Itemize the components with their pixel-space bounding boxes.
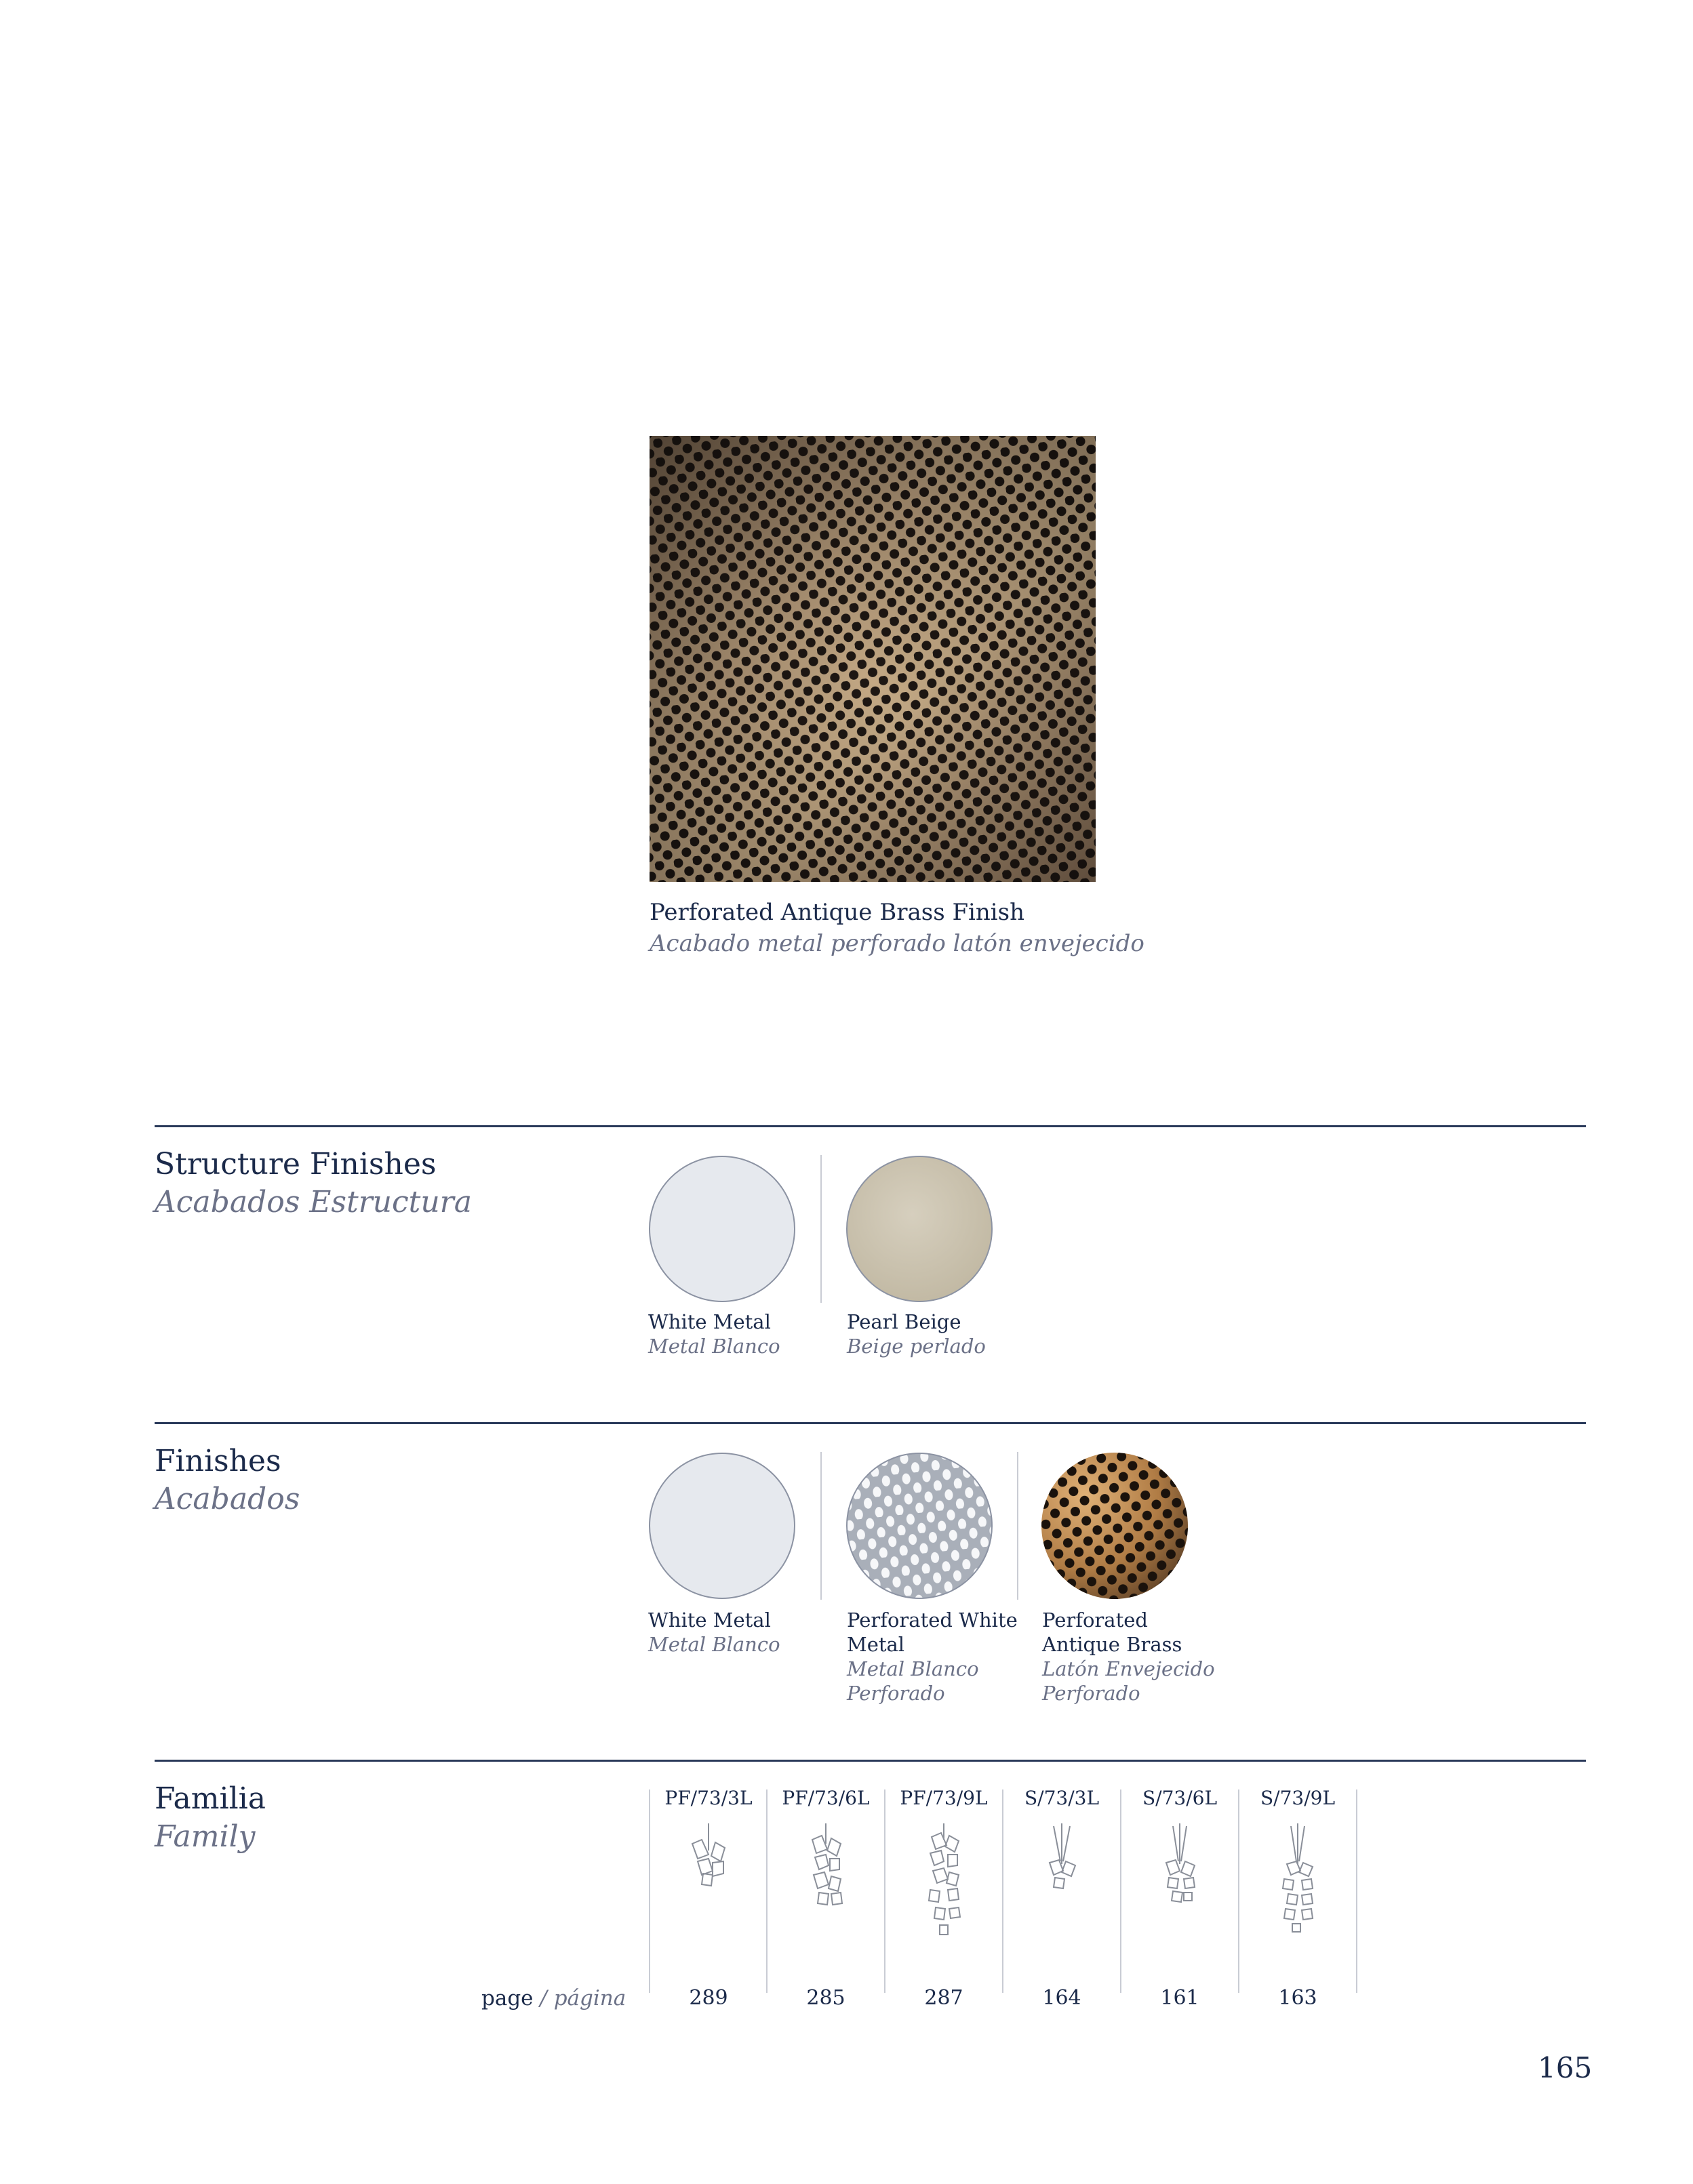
white-metal-label [648, 1310, 780, 1358]
label-en-line1: Perforated [1042, 1609, 1148, 1632]
finishes-subtitle: Acabados [155, 1482, 300, 1516]
white-metal-swatch[interactable] [648, 1155, 796, 1303]
label-es-line1: Metal Blanco [847, 1657, 979, 1680]
lamp-thumbnail[interactable] [885, 1823, 1002, 1959]
family-title: Familia [155, 1781, 266, 1816]
label-es: Metal Blanco [648, 1335, 780, 1358]
lamp-thumbnail[interactable] [1121, 1823, 1238, 1959]
structure-finishes-subtitle: Acabados Estructura [155, 1185, 472, 1219]
label-es: Metal Blanco [648, 1633, 780, 1656]
page-number: 165 [1538, 2051, 1593, 2084]
label-es-line2: Perforado [1042, 1682, 1140, 1705]
structure-finishes-title: Structure Finishes [155, 1147, 437, 1181]
pearl-beige-swatch[interactable] [845, 1155, 993, 1303]
page-label-es: página [553, 1986, 626, 2010]
perforated-antique-brass-swatch[interactable] [1041, 1452, 1189, 1600]
lamp-thumbnail[interactable] [1239, 1823, 1356, 1959]
section-divider [155, 1760, 1586, 1762]
family-subtitle: Family [155, 1819, 256, 1854]
label-en-line2: Metal [847, 1633, 905, 1656]
table-column-separator [1356, 1789, 1357, 1993]
swatch-separator [820, 1452, 822, 1600]
lamp-thumbnail[interactable] [768, 1823, 884, 1959]
model-page-number[interactable]: 285 [806, 1986, 845, 2010]
model-code[interactable]: PF/73/6L [782, 1787, 870, 1809]
model-code[interactable]: S/73/3L [1024, 1787, 1100, 1809]
model-page-number[interactable]: 287 [924, 1986, 963, 2010]
perforated-white-metal-swatch[interactable] [845, 1452, 993, 1600]
model-code[interactable]: S/73/6L [1142, 1787, 1218, 1809]
label-en-line2: Antique Brass [1042, 1633, 1182, 1656]
pearl-beige-label [847, 1310, 986, 1358]
perforated-brass-photo [650, 436, 1096, 882]
label-es: Beige perlado [847, 1335, 986, 1358]
section-divider [155, 1125, 1586, 1127]
label-en: Pearl Beige [847, 1310, 961, 1333]
hero-caption-en: Perforated Antique Brass Finish [650, 899, 1025, 926]
swatch-separator [820, 1155, 822, 1303]
lamp-thumbnail[interactable] [650, 1823, 767, 1959]
label-es-line2: Perforado [847, 1682, 945, 1705]
hero-caption-es: Acabado metal perforado latón envejecido [650, 930, 1144, 957]
section-divider [155, 1422, 1586, 1424]
model-code[interactable]: PF/73/3L [664, 1787, 753, 1809]
model-page-number[interactable]: 161 [1160, 1986, 1199, 2010]
white-metal-label [648, 1608, 780, 1657]
finishes-title: Finishes [155, 1444, 281, 1478]
page-label [481, 1986, 626, 2010]
page-label-en: page [481, 1986, 534, 2010]
white-metal-swatch[interactable] [648, 1452, 796, 1600]
lamp-thumbnail[interactable] [1003, 1823, 1120, 1959]
model-code[interactable]: S/73/9L [1260, 1787, 1336, 1809]
perforated-antique-brass-label [1042, 1608, 1215, 1705]
model-page-number[interactable]: 289 [689, 1986, 728, 2010]
swatch-separator [1017, 1452, 1018, 1600]
perforated-white-metal-label [847, 1608, 1018, 1705]
model-page-number[interactable]: 164 [1042, 1986, 1081, 2010]
label-es-line1: Latón Envejecido [1042, 1657, 1215, 1680]
model-code[interactable]: PF/73/9L [900, 1787, 988, 1809]
label-en-line1: Perforated White [847, 1609, 1018, 1632]
label-en: White Metal [648, 1609, 771, 1632]
label-en: White Metal [648, 1310, 771, 1333]
model-page-number[interactable]: 163 [1278, 1986, 1317, 2010]
page-label-separator: / [533, 1986, 554, 2010]
